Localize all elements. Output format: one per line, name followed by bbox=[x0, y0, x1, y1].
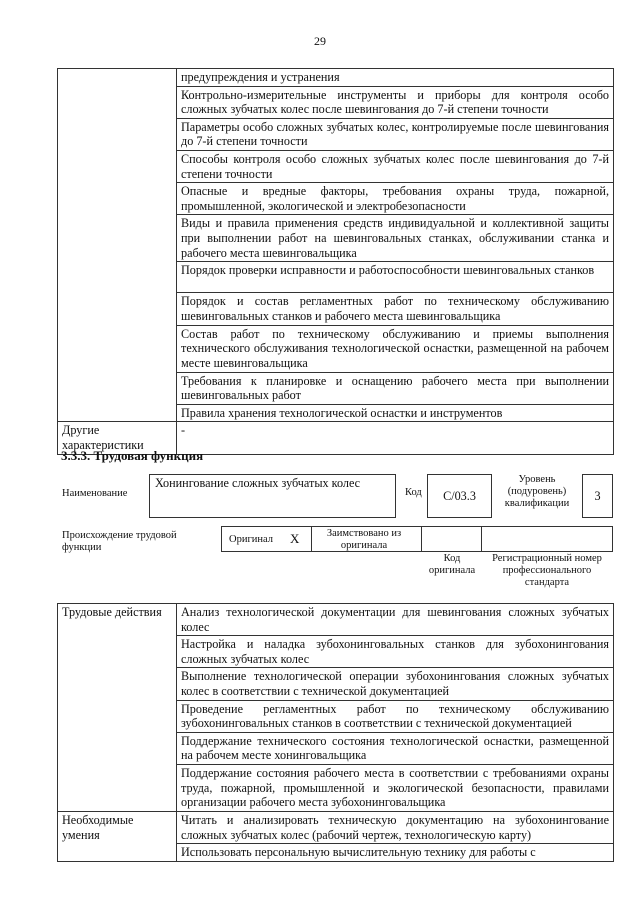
name-label: Наименование bbox=[62, 488, 128, 499]
code-label: Код bbox=[405, 487, 422, 498]
level-label: Уровень (подуровень) квалификации bbox=[504, 474, 570, 509]
table-cell: Выполнение технологической операции зубохонингования сложных зубчатых колес в соответствии с технической документацией bbox=[177, 668, 614, 700]
table-label-cell: Другие характеристики bbox=[58, 422, 177, 454]
section-heading: 3.3.3. Трудовая функция bbox=[61, 448, 204, 463]
level-value: 3 bbox=[582, 474, 613, 518]
origin-label: Происхождение трудовой функции bbox=[62, 530, 177, 553]
table-cell: Анализ технологической документации для шевингования сложных зубчатых колес bbox=[177, 604, 614, 636]
original-mark: X bbox=[290, 531, 300, 546]
cell-divider bbox=[481, 526, 482, 552]
table-cell: Поддержание состояния рабочего места в соответствии с требованиями охраны труда, пожарной, промышленной и экологической безопасности, правилами организации рабочего места зубохонинговальщика bbox=[177, 764, 614, 811]
table-label-cell bbox=[58, 69, 177, 422]
table-label-cell: Трудовые действия bbox=[58, 604, 177, 812]
name-value: Хонингование сложных зубчатых колес bbox=[149, 474, 396, 518]
original-label: Оригинал bbox=[229, 534, 273, 545]
reg-number-label: Регистрационный номер профессионального стандарта bbox=[492, 553, 602, 588]
code-value: С/03.3 bbox=[427, 474, 492, 518]
table-cell: Использовать персональную вычислительную технику для работы с bbox=[177, 844, 614, 862]
cell-divider bbox=[311, 526, 312, 552]
knowledge-table bbox=[57, 68, 614, 455]
table-cell: Виды и правила применения средств индивидуальной и коллективной защиты при выполнении работ на шевинговальных станках, обслуживании станка и рабочего места шевинговальщика bbox=[177, 215, 614, 262]
table-label-cell: Необходимые умения bbox=[58, 811, 177, 861]
table-cell: Поддержание технического состояния технологической оснастки, размещенной на рабочем месте хонинговальщика bbox=[177, 732, 614, 764]
origin-grid bbox=[221, 526, 613, 552]
table-cell: Читать и анализировать техническую документацию на зубохонингование сложных зубчатых колес (рабочий чертеж, технологическую карту) bbox=[177, 811, 614, 843]
table-row bbox=[58, 811, 614, 843]
table-cell: Порядок проверки исправности и работоспособности шевинговальных станков bbox=[177, 262, 614, 293]
table-cell: Проведение регламентных работ по техническому обслуживанию зубохонинговальных станков в соответствии с технической документацией bbox=[177, 700, 614, 732]
actions-table bbox=[57, 603, 614, 862]
table-row bbox=[58, 604, 614, 636]
table-cell: Состав работ по техническому обслуживанию и приемы выполнения технического обслуживания технологической оснастки, размещенной на рабочем месте шевинговальщика bbox=[177, 325, 614, 372]
table-cell: Настройка и наладка зубохонинговальных станков для зубохонингования сложных зубчатых колес bbox=[177, 636, 614, 668]
table-cell: Правила хранения технологической оснастки и инструментов bbox=[177, 404, 614, 422]
table-cell: Контрольно-измерительные инструменты и приборы для контроля особо сложных зубчатых колес после шевингования до 7-й степени точности bbox=[177, 86, 614, 118]
page-number: 29 bbox=[314, 34, 326, 48]
table-cell: Порядок и состав регламентных работ по техническому обслуживанию шевинговальных станков и рабочего места шевинговальщика bbox=[177, 293, 614, 325]
cell-divider bbox=[421, 526, 422, 552]
table-row bbox=[58, 69, 614, 87]
table-cell: предупреждения и устранения bbox=[177, 69, 614, 87]
borrowed-label: Заимствовано из оригинала bbox=[326, 528, 402, 551]
table-cell: Параметры особо сложных зубчатых колес, контролируемые после шевингования до 7-й степени точности bbox=[177, 118, 614, 150]
code-original-label: Код оригинала bbox=[428, 553, 476, 576]
table-cell: Требования к планировке и оснащению рабочего места при выполнении шевинговальных работ bbox=[177, 372, 614, 404]
table-cell: - bbox=[177, 422, 614, 454]
table-cell: Опасные и вредные факторы, требования охраны труда, пожарной, промышленной, экологической и электробезопасности bbox=[177, 183, 614, 215]
table-cell: Способы контроля особо сложных зубчатых колес после шевингования до 7-й степени точности bbox=[177, 150, 614, 182]
